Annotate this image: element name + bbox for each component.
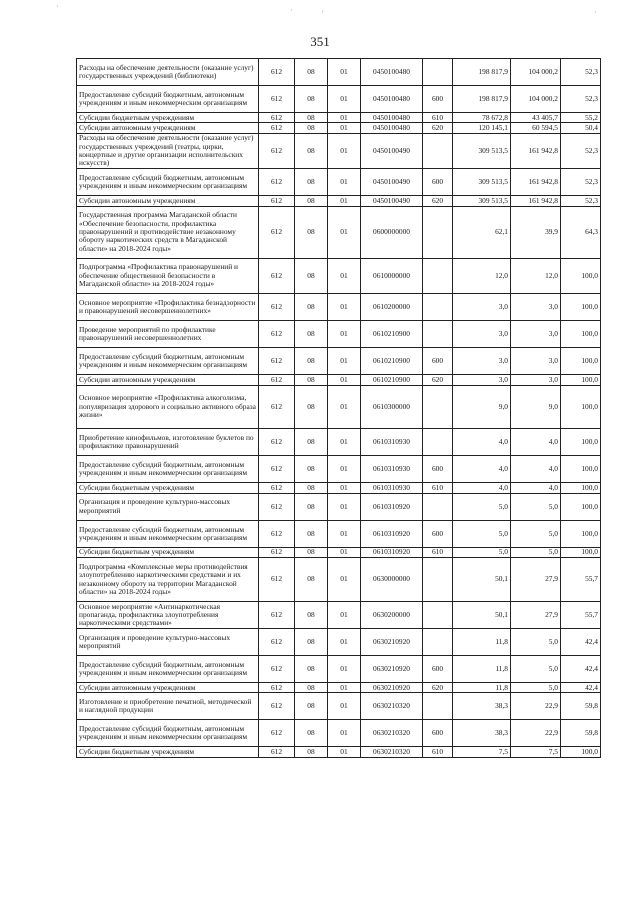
cell-target-article: 0610210900	[361, 375, 423, 385]
cell-section: 08	[295, 683, 328, 693]
scan-mark: ·	[290, 6, 293, 15]
cell-percent: 100,0	[561, 747, 601, 757]
cell-plan: 309 513,5	[453, 196, 511, 206]
budget-table	[76, 58, 601, 758]
cell-actual: 161 942,8	[511, 133, 561, 168]
cell-name: Предоставление субсидий бюджетным, автономным учреждениям и иным некоммерческим организациям	[77, 520, 259, 547]
cell-target-article: 0630200000	[361, 601, 423, 628]
cell-ministry: 612	[259, 385, 295, 429]
cell-ministry: 612	[259, 196, 295, 206]
cell-actual: 27,9	[511, 558, 561, 602]
cell-expense-type	[423, 693, 453, 720]
cell-ministry: 612	[259, 169, 295, 196]
cell-actual: 161 942,8	[511, 169, 561, 196]
cell-expense-type	[423, 558, 453, 602]
cell-subsection: 01	[328, 483, 361, 493]
cell-plan: 4,0	[453, 429, 511, 456]
cell-target-article: 0450100490	[361, 169, 423, 196]
cell-plan: 11,8	[453, 683, 511, 693]
cell-target-article: 0610310930	[361, 456, 423, 483]
cell-expense-type	[423, 133, 453, 168]
table-row	[77, 483, 601, 493]
cell-percent: 42,4	[561, 683, 601, 693]
cell-ministry: 612	[259, 429, 295, 456]
cell-name: Изготовление и приобретение печатной, методической и наглядной продукции	[77, 693, 259, 720]
cell-section: 08	[295, 321, 328, 348]
table-row	[77, 520, 601, 547]
cell-percent: 64,3	[561, 206, 601, 258]
table-row	[77, 628, 601, 655]
cell-expense-type	[423, 294, 453, 321]
cell-name: Предоставление субсидий бюджетным, автономным учреждениям и иным некоммерческим организациям	[77, 169, 259, 196]
table-row	[77, 123, 601, 133]
cell-target-article: 0610310920	[361, 520, 423, 547]
cell-target-article: 0630210320	[361, 720, 423, 747]
cell-section: 08	[295, 456, 328, 483]
cell-name: Государственная программа Магаданской области «Обеспечение безопасности, профилактика правонарушений и противодействие незаконному обороту наркотических средств в Магаданской области» на 2018-2024 годы»	[77, 206, 259, 258]
cell-ministry: 612	[259, 113, 295, 123]
cell-ministry: 612	[259, 123, 295, 133]
cell-actual: 161 942,8	[511, 196, 561, 206]
cell-expense-type	[423, 59, 453, 86]
cell-percent: 100,0	[561, 294, 601, 321]
cell-ministry: 612	[259, 456, 295, 483]
cell-ministry: 612	[259, 294, 295, 321]
cell-plan: 3,0	[453, 375, 511, 385]
table-row	[77, 196, 601, 206]
cell-section: 08	[295, 123, 328, 133]
cell-subsection: 01	[328, 720, 361, 747]
cell-expense-type	[423, 206, 453, 258]
cell-plan: 5,0	[453, 493, 511, 520]
cell-expense-type: 600	[423, 456, 453, 483]
table-row	[77, 656, 601, 683]
table-row	[77, 375, 601, 385]
cell-actual: 4,0	[511, 429, 561, 456]
cell-name: Субсидии автономным учреждениям	[77, 196, 259, 206]
cell-ministry: 612	[259, 547, 295, 557]
table-row	[77, 294, 601, 321]
cell-ministry: 612	[259, 133, 295, 168]
cell-ministry: 612	[259, 375, 295, 385]
cell-plan: 4,0	[453, 456, 511, 483]
cell-percent: 52,3	[561, 133, 601, 168]
cell-target-article: 0630210920	[361, 683, 423, 693]
cell-actual: 12,0	[511, 258, 561, 293]
table-row	[77, 547, 601, 557]
cell-plan: 120 145,1	[453, 123, 511, 133]
table-row	[77, 86, 601, 113]
cell-name: Субсидии бюджетным учреждениям	[77, 747, 259, 757]
cell-subsection: 01	[328, 456, 361, 483]
cell-subsection: 01	[328, 547, 361, 557]
cell-expense-type	[423, 601, 453, 628]
cell-section: 08	[295, 558, 328, 602]
cell-name: Субсидии автономным учреждениям	[77, 375, 259, 385]
cell-ministry: 612	[259, 693, 295, 720]
table-row	[77, 113, 601, 123]
cell-target-article: 0630210320	[361, 747, 423, 757]
cell-target-article: 0610000000	[361, 258, 423, 293]
cell-section: 08	[295, 196, 328, 206]
cell-target-article: 0450100480	[361, 59, 423, 86]
cell-expense-type	[423, 493, 453, 520]
cell-target-article: 0610310930	[361, 483, 423, 493]
cell-name: Субсидии бюджетным учреждениям	[77, 483, 259, 493]
cell-name: Расходы на обеспечение деятельности (оказание услуг) государственных учреждений (театры, цирки, концертные и другие организации исполнительских искусств)	[77, 133, 259, 168]
scan-mark: '	[322, 9, 324, 18]
cell-section: 08	[295, 429, 328, 456]
cell-percent: 100,0	[561, 456, 601, 483]
cell-percent: 55,7	[561, 601, 601, 628]
cell-plan: 5,0	[453, 547, 511, 557]
table-row	[77, 720, 601, 747]
table-row	[77, 601, 601, 628]
cell-subsection: 01	[328, 693, 361, 720]
table-row	[77, 456, 601, 483]
cell-percent: 50,4	[561, 123, 601, 133]
cell-percent: 100,0	[561, 375, 601, 385]
table-row	[77, 321, 601, 348]
cell-subsection: 01	[328, 123, 361, 133]
cell-ministry: 612	[259, 520, 295, 547]
cell-actual: 7,5	[511, 747, 561, 757]
cell-expense-type	[423, 429, 453, 456]
cell-expense-type: 610	[423, 747, 453, 757]
cell-plan: 50,1	[453, 601, 511, 628]
cell-ministry: 612	[259, 483, 295, 493]
cell-subsection: 01	[328, 683, 361, 693]
cell-target-article: 0610310930	[361, 429, 423, 456]
cell-plan: 309 513,5	[453, 133, 511, 168]
cell-name: Субсидии бюджетным учреждениям	[77, 113, 259, 123]
cell-section: 08	[295, 628, 328, 655]
cell-section: 08	[295, 86, 328, 113]
cell-section: 08	[295, 656, 328, 683]
cell-name: Предоставление субсидий бюджетным, автономным учреждениям и иным некоммерческим организациям	[77, 86, 259, 113]
cell-section: 08	[295, 258, 328, 293]
cell-subsection: 01	[328, 113, 361, 123]
table-row	[77, 206, 601, 258]
cell-plan: 9,0	[453, 385, 511, 429]
cell-ministry: 612	[259, 601, 295, 628]
cell-target-article: 0610210900	[361, 321, 423, 348]
cell-subsection: 01	[328, 258, 361, 293]
cell-percent: 59,8	[561, 693, 601, 720]
cell-percent: 100,0	[561, 483, 601, 493]
cell-plan: 12,0	[453, 258, 511, 293]
cell-target-article: 0450100480	[361, 123, 423, 133]
cell-subsection: 01	[328, 520, 361, 547]
cell-section: 08	[295, 206, 328, 258]
cell-target-article: 0450100490	[361, 196, 423, 206]
cell-subsection: 01	[328, 206, 361, 258]
cell-percent: 100,0	[561, 348, 601, 375]
cell-actual: 60 594,5	[511, 123, 561, 133]
cell-actual: 4,0	[511, 483, 561, 493]
cell-subsection: 01	[328, 133, 361, 168]
cell-ministry: 612	[259, 747, 295, 757]
cell-plan: 38,3	[453, 720, 511, 747]
cell-percent: 100,0	[561, 258, 601, 293]
cell-subsection: 01	[328, 385, 361, 429]
cell-plan: 78 672,8	[453, 113, 511, 123]
scan-mark: ·	[56, 2, 59, 11]
cell-percent: 100,0	[561, 493, 601, 520]
cell-expense-type: 600	[423, 348, 453, 375]
cell-name: Основное мероприятие «Профилактика безнадзорности и правонарушений несовершеннолетних»	[77, 294, 259, 321]
cell-plan: 3,0	[453, 321, 511, 348]
cell-actual: 104 000,2	[511, 59, 561, 86]
cell-expense-type	[423, 628, 453, 655]
cell-target-article: 0630000000	[361, 558, 423, 602]
cell-subsection: 01	[328, 169, 361, 196]
cell-plan: 3,0	[453, 294, 511, 321]
cell-percent: 100,0	[561, 520, 601, 547]
cell-expense-type: 610	[423, 113, 453, 123]
cell-section: 08	[295, 375, 328, 385]
cell-expense-type: 600	[423, 656, 453, 683]
cell-target-article: 0630210320	[361, 693, 423, 720]
cell-ministry: 612	[259, 720, 295, 747]
table-row	[77, 348, 601, 375]
page-number: 351	[310, 34, 330, 49]
cell-name: Подпрограмма «Комплексные меры противодействия злоупотреблению наркотическими средствами и их незаконному обороту на территории Магаданской области» на 2018-2024 годы»	[77, 558, 259, 602]
cell-name: Предоставление субсидий бюджетным, автономным учреждениям и иным некоммерческим организациям	[77, 720, 259, 747]
cell-actual: 5,0	[511, 520, 561, 547]
table-row	[77, 747, 601, 757]
table-row	[77, 558, 601, 602]
cell-section: 08	[295, 59, 328, 86]
cell-actual: 9,0	[511, 385, 561, 429]
cell-expense-type: 600	[423, 86, 453, 113]
table-row	[77, 258, 601, 293]
cell-ministry: 612	[259, 656, 295, 683]
cell-plan: 50,1	[453, 558, 511, 602]
cell-percent: 42,4	[561, 628, 601, 655]
scan-mark: ·	[594, 8, 597, 17]
cell-subsection: 01	[328, 628, 361, 655]
cell-ministry: 612	[259, 86, 295, 113]
cell-ministry: 612	[259, 558, 295, 602]
cell-subsection: 01	[328, 321, 361, 348]
cell-percent: 55,2	[561, 113, 601, 123]
cell-target-article: 0450100490	[361, 133, 423, 168]
cell-actual: 5,0	[511, 628, 561, 655]
cell-actual: 3,0	[511, 348, 561, 375]
table-row	[77, 493, 601, 520]
cell-plan: 11,8	[453, 656, 511, 683]
cell-plan: 3,0	[453, 348, 511, 375]
cell-expense-type	[423, 385, 453, 429]
cell-subsection: 01	[328, 86, 361, 113]
table-row	[77, 693, 601, 720]
cell-expense-type: 600	[423, 720, 453, 747]
cell-subsection: 01	[328, 656, 361, 683]
cell-expense-type	[423, 321, 453, 348]
cell-section: 08	[295, 720, 328, 747]
table-row	[77, 133, 601, 168]
cell-plan: 7,5	[453, 747, 511, 757]
cell-target-article: 0450100480	[361, 86, 423, 113]
cell-percent: 52,3	[561, 196, 601, 206]
cell-plan: 62,1	[453, 206, 511, 258]
cell-section: 08	[295, 169, 328, 196]
table-row	[77, 429, 601, 456]
cell-section: 08	[295, 483, 328, 493]
cell-expense-type: 620	[423, 683, 453, 693]
cell-ministry: 612	[259, 493, 295, 520]
cell-percent: 52,3	[561, 59, 601, 86]
cell-section: 08	[295, 520, 328, 547]
cell-section: 08	[295, 747, 328, 757]
cell-expense-type: 620	[423, 375, 453, 385]
cell-expense-type	[423, 258, 453, 293]
cell-name: Основное мероприятие «Антинаркотическая пропаганда, профилактика злоупотребления наркотическими средствами»	[77, 601, 259, 628]
cell-percent: 52,3	[561, 169, 601, 196]
cell-ministry: 612	[259, 59, 295, 86]
cell-expense-type: 610	[423, 547, 453, 557]
cell-target-article: 0630210920	[361, 628, 423, 655]
cell-name: Приобретение кинофильмов, изготовление буклетов по профилактике правонарушений	[77, 429, 259, 456]
cell-subsection: 01	[328, 348, 361, 375]
cell-section: 08	[295, 493, 328, 520]
cell-name: Основное мероприятие «Профилактика алкоголизма, популяризация здорового и социально активного образа жизни»	[77, 385, 259, 429]
cell-actual: 43 405,7	[511, 113, 561, 123]
cell-percent: 59,8	[561, 720, 601, 747]
cell-section: 08	[295, 547, 328, 557]
cell-actual: 104 000,2	[511, 86, 561, 113]
cell-ministry: 612	[259, 683, 295, 693]
cell-target-article: 0600000000	[361, 206, 423, 258]
cell-actual: 5,0	[511, 683, 561, 693]
cell-plan: 309 513,5	[453, 169, 511, 196]
cell-subsection: 01	[328, 196, 361, 206]
cell-percent: 100,0	[561, 547, 601, 557]
cell-actual: 5,0	[511, 493, 561, 520]
cell-plan: 11,8	[453, 628, 511, 655]
cell-actual: 3,0	[511, 294, 561, 321]
cell-section: 08	[295, 693, 328, 720]
cell-name: Предоставление субсидий бюджетным, автономным учреждениям и иным некоммерческим организациям	[77, 348, 259, 375]
table-row	[77, 169, 601, 196]
cell-expense-type: 620	[423, 123, 453, 133]
cell-subsection: 01	[328, 294, 361, 321]
cell-percent: 52,3	[561, 86, 601, 113]
cell-name: Субсидии автономным учреждениям	[77, 123, 259, 133]
cell-actual: 4,0	[511, 456, 561, 483]
cell-plan: 4,0	[453, 483, 511, 493]
cell-expense-type: 600	[423, 520, 453, 547]
cell-name: Предоставление субсидий бюджетным, автономным учреждениям и иным некоммерческим организациям	[77, 656, 259, 683]
cell-name: Субсидии бюджетным учреждениям	[77, 547, 259, 557]
cell-actual: 3,0	[511, 375, 561, 385]
cell-section: 08	[295, 601, 328, 628]
cell-subsection: 01	[328, 59, 361, 86]
cell-target-article: 0610310920	[361, 493, 423, 520]
cell-actual: 22,9	[511, 693, 561, 720]
cell-ministry: 612	[259, 206, 295, 258]
cell-target-article: 0610210900	[361, 348, 423, 375]
cell-percent: 42,4	[561, 656, 601, 683]
cell-actual: 27,9	[511, 601, 561, 628]
cell-subsection: 01	[328, 558, 361, 602]
cell-section: 08	[295, 113, 328, 123]
cell-plan: 198 817,9	[453, 86, 511, 113]
cell-percent: 100,0	[561, 321, 601, 348]
cell-target-article: 0630210920	[361, 656, 423, 683]
cell-target-article: 0610300000	[361, 385, 423, 429]
cell-target-article: 0610200000	[361, 294, 423, 321]
table-body	[77, 59, 601, 758]
cell-plan: 198 817,9	[453, 59, 511, 86]
cell-ministry: 612	[259, 258, 295, 293]
cell-percent: 55,7	[561, 558, 601, 602]
cell-name: Субсидии автономным учреждениям	[77, 683, 259, 693]
table-row	[77, 59, 601, 86]
cell-actual: 5,0	[511, 547, 561, 557]
cell-actual: 39,9	[511, 206, 561, 258]
cell-plan: 5,0	[453, 520, 511, 547]
cell-subsection: 01	[328, 429, 361, 456]
cell-subsection: 01	[328, 493, 361, 520]
cell-expense-type: 600	[423, 169, 453, 196]
cell-expense-type: 610	[423, 483, 453, 493]
table-row	[77, 683, 601, 693]
cell-name: Расходы на обеспечение деятельности (оказание услуг) государственных учреждений (библиотеки)	[77, 59, 259, 86]
cell-subsection: 01	[328, 601, 361, 628]
cell-section: 08	[295, 294, 328, 321]
cell-ministry: 612	[259, 348, 295, 375]
cell-actual: 22,9	[511, 720, 561, 747]
cell-percent: 100,0	[561, 385, 601, 429]
cell-ministry: 612	[259, 628, 295, 655]
cell-section: 08	[295, 348, 328, 375]
cell-name: Предоставление субсидий бюджетным, автономным учреждениям и иным некоммерческим организациям	[77, 456, 259, 483]
cell-percent: 100,0	[561, 429, 601, 456]
cell-name: Организация и проведение культурно-массовых мероприятий	[77, 493, 259, 520]
cell-name: Подпрограмма «Профилактика правонарушений и обеспечение общественной безопасности в Магаданской области» на 2018-2024 годы»	[77, 258, 259, 293]
cell-target-article: 0610310920	[361, 547, 423, 557]
cell-subsection: 01	[328, 747, 361, 757]
cell-ministry: 612	[259, 321, 295, 348]
cell-actual: 3,0	[511, 321, 561, 348]
cell-name: Организация и проведение культурно-массовых мероприятий	[77, 628, 259, 655]
cell-section: 08	[295, 385, 328, 429]
cell-expense-type: 620	[423, 196, 453, 206]
cell-target-article: 0450100480	[361, 113, 423, 123]
cell-actual: 5,0	[511, 656, 561, 683]
table-row	[77, 385, 601, 429]
cell-subsection: 01	[328, 375, 361, 385]
cell-plan: 38,3	[453, 693, 511, 720]
cell-section: 08	[295, 133, 328, 168]
cell-name: Проведение мероприятий по профилактике правонарушений несовершеннолетних	[77, 321, 259, 348]
